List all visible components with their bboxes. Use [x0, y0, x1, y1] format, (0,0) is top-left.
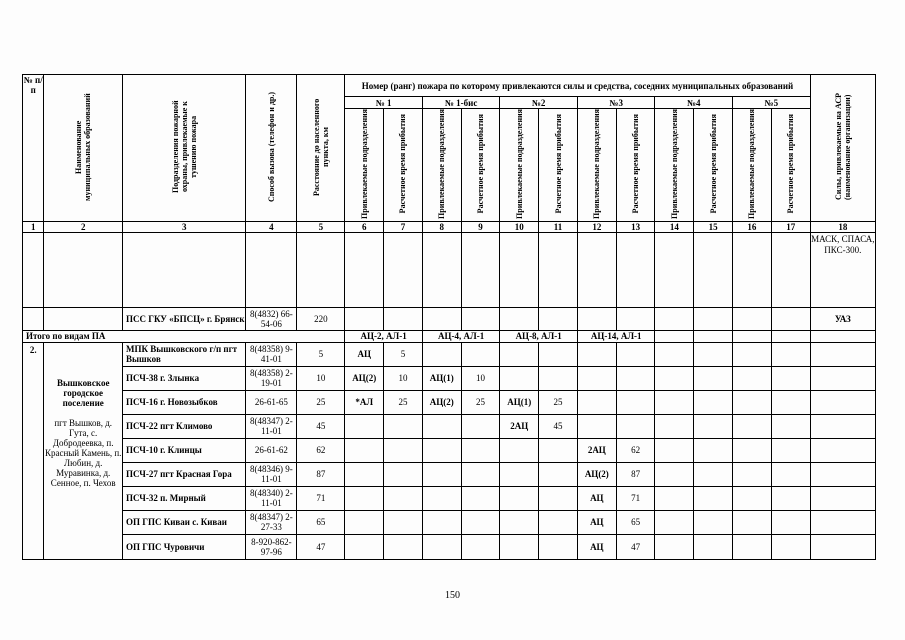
unit-name: ПСЧ-38 г. Злынка [122, 366, 245, 390]
rank-2-units [500, 342, 539, 366]
sub-time-header: Расчетное время прибытия [694, 109, 733, 222]
rank-1-units [345, 486, 384, 510]
rank-3-time: 62 [616, 438, 655, 462]
call-method: 8(48347) 2-11-01 [246, 414, 297, 438]
rank-3: №3 [577, 97, 655, 109]
rank-2-units [500, 366, 539, 390]
table-row [23, 232, 876, 307]
total-rank-1-bis: АЦ-4, АЛ-1 [422, 330, 500, 342]
col-number: 10 [500, 221, 539, 232]
rank-2-units: АЦ(1) [500, 390, 539, 414]
rank-3-units: АЦ [577, 534, 616, 559]
rank-3-time: 65 [616, 510, 655, 534]
rank-2-units [500, 486, 539, 510]
call-method: 8(48358) 2-19-01 [246, 366, 297, 390]
total-rank-3: АЦ-14, АЛ-1 [577, 330, 655, 342]
unit-name: ОП ГПС Чуровичи [122, 534, 245, 559]
col-call-header: Способ вызова (телефон и др.) [246, 75, 297, 222]
rank-1-units [345, 414, 384, 438]
col-number: 17 [771, 221, 810, 232]
distance: 71 [297, 486, 345, 510]
col-number: 6 [345, 221, 384, 232]
unit-name: МПК Вышковского г/п пгт Вышков [122, 342, 245, 366]
rank-3-time [616, 390, 655, 414]
rank-2-time: 25 [539, 390, 578, 414]
rank-1-time [384, 414, 423, 438]
call-method: 8(48340) 2-11-01 [246, 486, 297, 510]
rank-1-bis-units [422, 510, 461, 534]
col-number: 8 [422, 221, 461, 232]
rank-1-time: 25 [384, 390, 423, 414]
rank-1-bis-time [461, 486, 500, 510]
rank-4: №4 [655, 97, 733, 109]
distance: 87 [297, 462, 345, 486]
col-number: 9 [461, 221, 500, 232]
total-label: Итого по видам ПА [23, 330, 345, 342]
rank-1-bis-units [422, 438, 461, 462]
page-number: 150 [445, 590, 460, 601]
rank-1-bis-units: АЦ(2) [422, 390, 461, 414]
rank-1-units: АЦ [345, 342, 384, 366]
col-number: 2 [44, 221, 123, 232]
sub-units-header: Привлекаемые подразделения [577, 109, 616, 222]
col-number: 5 [297, 221, 345, 232]
rank-1-time: 10 [384, 366, 423, 390]
table-row [23, 307, 876, 330]
distance: 47 [297, 534, 345, 559]
call-method: 26-61-62 [246, 438, 297, 462]
sub-units-header: Привлекаемые подразделения [733, 109, 772, 222]
sub-units-header: Привлекаемые подразделения [655, 109, 694, 222]
unit-name: ПСЧ-32 п. Мирный [122, 486, 245, 510]
sub-time-header: Расчетное время прибытия [461, 109, 500, 222]
unit-name: ОП ГПС Киваи с. Киваи [122, 510, 245, 534]
unit-name: ПСЧ-22 пгт Климово [122, 414, 245, 438]
table-row [23, 414, 876, 438]
rank-3-time [616, 366, 655, 390]
rank-3-time: 47 [616, 534, 655, 559]
rank-1-bis-units [422, 486, 461, 510]
rank-1-units: *АЛ [345, 390, 384, 414]
table-row [23, 342, 876, 366]
asr-cell: МАСК, СПАСА, ПКС-300. [810, 232, 875, 307]
rank-1-time: 5 [384, 342, 423, 366]
sub-time-header: Расчетное время прибытия [771, 109, 810, 222]
sub-units-header: Привлекаемые подразделения [422, 109, 461, 222]
rank-3-time: 87 [616, 462, 655, 486]
call-method: 8-920-862-97-96 [246, 534, 297, 559]
rank-1-units [345, 438, 384, 462]
distance: 45 [297, 414, 345, 438]
distance: 10 [297, 366, 345, 390]
table-row [23, 534, 876, 559]
col-number: 7 [384, 221, 423, 232]
rank-2-time [539, 510, 578, 534]
rank-1-units: АЦ(2) [345, 366, 384, 390]
sub-time-header: Расчетное время прибытия [539, 109, 578, 222]
col-number: 16 [733, 221, 772, 232]
table-row [23, 390, 876, 414]
distance: 65 [297, 510, 345, 534]
rank-2-time [539, 366, 578, 390]
rank-3-time: 71 [616, 486, 655, 510]
sub-time-header: Расчетное время прибытия [384, 109, 423, 222]
rank-2-time [539, 462, 578, 486]
unit-name: ПСЧ-27 пгт Красная Гора [122, 462, 245, 486]
rank-3-units [577, 414, 616, 438]
col-number: 18 [810, 221, 875, 232]
rank-1-bis-units [422, 414, 461, 438]
rank-1-bis-units: АЦ(1) [422, 366, 461, 390]
sub-time-header: Расчетное время прибытия [616, 109, 655, 222]
rank-2-time: 45 [539, 414, 578, 438]
call-method: 26-61-65 [246, 390, 297, 414]
rank-2-units [500, 534, 539, 559]
table-row [23, 486, 876, 510]
rank-2-units [500, 438, 539, 462]
total-rank-2: АЦ-8, АЛ-1 [500, 330, 578, 342]
table-row [23, 510, 876, 534]
fire-resources-table [22, 74, 876, 560]
rank-1-bis-time [461, 342, 500, 366]
rank-5: №5 [733, 97, 811, 109]
rank-1-bis-time [461, 534, 500, 559]
col-number: 12 [577, 221, 616, 232]
rank-3-units: АЦ [577, 486, 616, 510]
rank-3-time [616, 342, 655, 366]
table-row [23, 438, 876, 462]
rank-1-bis-time [461, 462, 500, 486]
table-row [23, 366, 876, 390]
column-numbers-row [23, 221, 876, 232]
col-number: 11 [539, 221, 578, 232]
unit-name: ПСЧ-10 г. Клинцы [122, 438, 245, 462]
rank-2-time [539, 486, 578, 510]
municipality-cell [44, 342, 123, 559]
rank-1-bis-time [461, 438, 500, 462]
rank-1: № 1 [345, 97, 423, 109]
col-asr-header: Силы, привлекаемые на АСР (наименование организации) [810, 75, 875, 222]
rank-1-bis-units [422, 342, 461, 366]
rank-2-time [539, 534, 578, 559]
rank-3-units: 2АЦ [577, 438, 616, 462]
rank-3-units [577, 342, 616, 366]
call-method: 8(48346) 9-11-01 [246, 462, 297, 486]
distance: 62 [297, 438, 345, 462]
distance: 25 [297, 390, 345, 414]
rank-2-units [500, 462, 539, 486]
rank-3-units: АЦ(2) [577, 462, 616, 486]
sub-units-header: Привлекаемые подразделения [500, 109, 539, 222]
distance: 5 [297, 342, 345, 366]
col-muni-header: Наименование муниципальных образований [44, 75, 123, 222]
rank-1-bis-time: 25 [461, 390, 500, 414]
rank-1-bis-units [422, 462, 461, 486]
col-dist-header: Расстояние до населенного пункта, км [297, 75, 345, 222]
rank-1-bis-time [461, 414, 500, 438]
rank-1-bis-time [461, 510, 500, 534]
rank-1-units [345, 462, 384, 486]
table-row [23, 462, 876, 486]
call-method: 8(48347) 2-27-33 [246, 510, 297, 534]
municipality-title: Вышковское городское поселение [56, 377, 110, 408]
municipality-settlements: пгт Вышков, д. Гута, с. Добродеевка, п. Красный Камень, п. Любин, д. Муравинка, д. Сенное, п. Чехов [44, 417, 122, 488]
rank-1-bis: № 1-бис [422, 97, 500, 109]
rank-1-time [384, 510, 423, 534]
row-number: 2. [23, 342, 44, 559]
rank-3-units [577, 366, 616, 390]
total-rank-1: АЦ-2, АЛ-1 [345, 330, 423, 342]
call-method: 8(4832) 66-54-06 [246, 307, 297, 330]
sub-units-header: Привлекаемые подразделения [345, 109, 384, 222]
col-number: 1 [23, 221, 44, 232]
col-number: 15 [694, 221, 733, 232]
col-number: 14 [655, 221, 694, 232]
rank-1-time [384, 534, 423, 559]
col-number: 4 [246, 221, 297, 232]
col-num-header: № п/п [23, 75, 44, 222]
rank-1-bis-time: 10 [461, 366, 500, 390]
call-method: 8(48358) 9-41-01 [246, 342, 297, 366]
col-number: 13 [616, 221, 655, 232]
rank-1-units [345, 510, 384, 534]
rank-1-time [384, 486, 423, 510]
rank-title: Номер (ранг) пожара по которому привлекаются силы и средства, соседних муниципальных образований [345, 75, 810, 97]
rank-2-time [539, 438, 578, 462]
col-units-header: Подразделения пожарной охраны, привлекаемые к тушению пожара [122, 75, 245, 222]
distance: 220 [297, 307, 345, 330]
rank-2: №2 [500, 97, 578, 109]
unit-name: ПСС ГКУ «БПСЦ» г. Брянск [122, 307, 245, 330]
total-row [23, 330, 876, 342]
rank-3-time [616, 414, 655, 438]
rank-1-bis-units [422, 534, 461, 559]
asr-cell: УАЗ [810, 307, 875, 330]
rank-1-time [384, 462, 423, 486]
rank-2-units [500, 510, 539, 534]
rank-1-units [345, 534, 384, 559]
rank-1-time [384, 438, 423, 462]
rank-3-units: АЦ [577, 510, 616, 534]
rank-2-time [539, 342, 578, 366]
rank-2-units: 2АЦ [500, 414, 539, 438]
rank-3-units [577, 390, 616, 414]
col-number: 3 [122, 221, 245, 232]
unit-name: ПСЧ-16 г. Новозыбков [122, 390, 245, 414]
